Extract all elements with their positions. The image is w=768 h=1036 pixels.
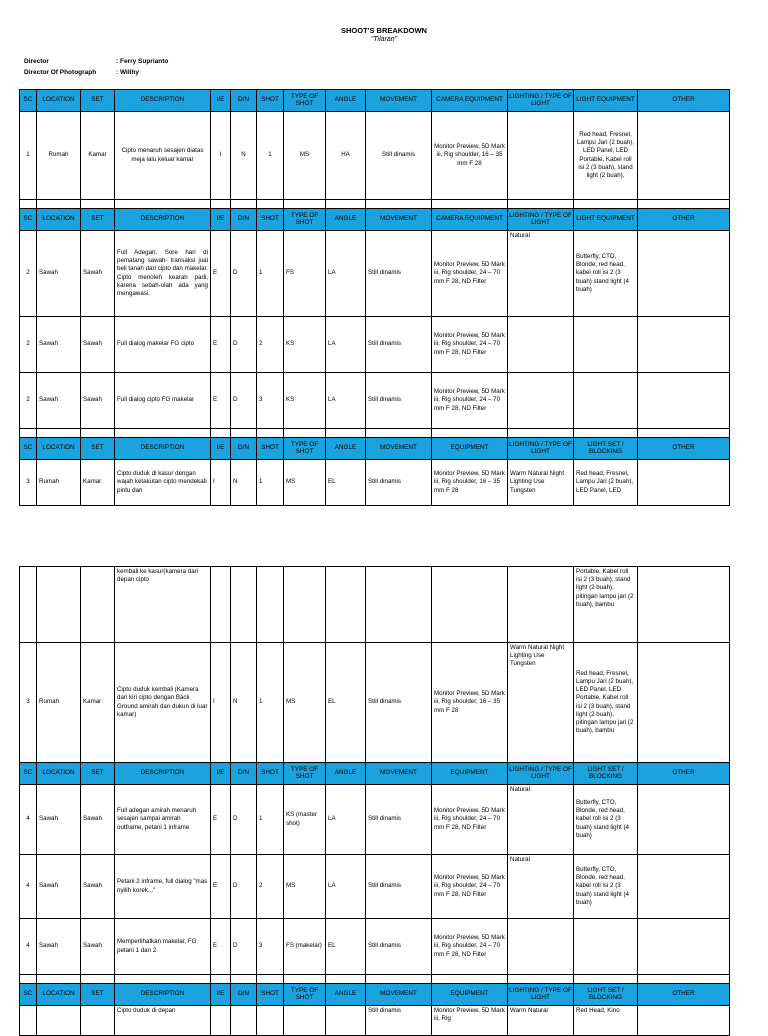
table-row (20, 112, 730, 200)
cell-location: Sawah (37, 919, 81, 975)
cell-sc: 3 (20, 460, 37, 506)
cell-other (638, 855, 730, 919)
breakdown-table-page1 (19, 89, 730, 506)
cell-set: Kamar (81, 460, 115, 506)
cell-light-set: Butterfly, CTO, Blonde, red head, kabel roll isi 2 (3 buah) stand light (4 buah) (574, 785, 638, 855)
header-location: LOCATION (37, 90, 81, 112)
cell-shot: 3 (257, 373, 284, 429)
cell-movement: Still dinamis (366, 1006, 432, 1036)
cell-lighting: Warm Natural Night Lighting Use Tungsten (508, 460, 574, 506)
cell-equipment: Monitor Preview, 5D Mark iii, Rig shoulder, 24 – 70 mm F 28, ND Filter (432, 317, 508, 373)
header-ie: I/E (211, 763, 231, 785)
cell-ie: E (211, 231, 231, 317)
cell-type-of-shot: MS (284, 112, 326, 200)
cell-location: Sawah (37, 785, 81, 855)
cell-other (638, 460, 730, 506)
cell-light-set: Portable, Kabel roll isi 2 (3 buah), stand light (2 buah), pitingan lampu jari (2 buah), bambu (574, 567, 638, 643)
header-angle: ANGLE (326, 438, 366, 460)
cell-other (638, 317, 730, 373)
table-row (20, 919, 730, 975)
cell-equipment: Monitor Preview, 5D Mark iii, Rig shoulder, 24 – 70 mm F 28, ND Filter (432, 919, 508, 975)
cell-light-equipment (574, 317, 638, 373)
cell-shot: 1 (257, 112, 284, 200)
cell-description: Full dialog makelar FG cipto (115, 317, 211, 373)
cell-set: Sawah (81, 855, 115, 919)
cell-description: kembali ke kasur(kamera dari depan cipto (115, 567, 211, 643)
header-lighting: LIGHTING / TYPE OF LIGHT (508, 438, 574, 460)
cell-sc: 2 (20, 373, 37, 429)
cell-dn: N (231, 112, 257, 200)
header-description: DESCRIPTION (115, 90, 211, 112)
director-value: : Ferry Suprianto (116, 58, 169, 65)
cell-light-set (574, 919, 638, 975)
cell-equipment: Monitor Preview, 5D Mark iii, Rig shoulder, 16 – 35 mm F 28 (432, 112, 508, 200)
cell-angle: LA (326, 855, 366, 919)
table-row (20, 643, 730, 763)
table-row (20, 1006, 730, 1036)
header-other: OTHER (638, 763, 730, 785)
table-row (20, 460, 730, 506)
header-sc: SC (20, 763, 37, 785)
cell-movement: Still dinamis (366, 373, 432, 429)
cell-light-set: Butterfly, CTO, Blonde, red head, kabel roll isi 2 (3 buah) stand light (4 buah) (574, 855, 638, 919)
cell-dn: D (231, 231, 257, 317)
header-angle: ANGLE (326, 209, 366, 231)
cell-other (638, 373, 730, 429)
cell-type-of-shot: FS (makelar) (284, 919, 326, 975)
cell-equipment: Monitor Preview, 5D Mark iii, Rig shoulder, 24 – 70 mm F 28, ND Filter (432, 231, 508, 317)
header-shot: SHOT (257, 90, 284, 112)
cell-angle: LA (326, 317, 366, 373)
header-equipment: EQUIPMENT (432, 438, 508, 460)
table-header-row (20, 90, 730, 112)
header-angle: ANGLE (326, 763, 366, 785)
cell-sc: 1 (20, 112, 37, 200)
dop-label: Director Of Photograph (24, 69, 97, 76)
cell-location: Rumah (37, 112, 81, 200)
cell-location: Rumah (37, 460, 81, 506)
cell-shot: 1 (257, 643, 284, 763)
cell-other (638, 231, 730, 317)
header-other: OTHER (638, 90, 730, 112)
header-light-set: LIGHT SET / BLOCKING (574, 763, 638, 785)
cell-light-equipment: Red head, Fresnel, Lampu Jari (2 buah), LED Panel, LED Portable, Kabel roll isi 2 (3 buah), stand light (2 buah), (574, 112, 638, 200)
director-label: Director (24, 58, 49, 65)
header-sc: SC (20, 438, 37, 460)
cell-movement: Still dinamis (366, 785, 432, 855)
header-sc: SC (20, 209, 37, 231)
cell-angle: EL (326, 919, 366, 975)
header-light-set: LIGHT SET / BLOCKING (574, 984, 638, 1006)
cell-angle: EL (326, 643, 366, 763)
cell-ie: E (211, 373, 231, 429)
cell-light-set: Red head, Fresnel, Lampu Jari (2 buah), LED Panel, LED Portable, Kabel roll isi 2 (3 buah), stand light (2 buah), pitingan lampu jari (2 buah), bambu (574, 643, 638, 763)
header-angle: ANGLE (326, 90, 366, 112)
cell-movement: Still dinamis (366, 112, 432, 200)
cell-ie: E (211, 317, 231, 373)
header-type-of-shot: TYPE OF SHOT (284, 209, 326, 231)
cell-location: Sawah (37, 317, 81, 373)
spacer-row (20, 429, 730, 438)
cell-lighting (508, 317, 574, 373)
cell-movement: Still dinamis (366, 317, 432, 373)
cell-shot: 1 (257, 231, 284, 317)
cell-lighting (508, 373, 574, 429)
cell-angle: HA (326, 112, 366, 200)
header-light-equipment: LIGHT EQUIPMENT (574, 90, 638, 112)
spacer-row (20, 975, 730, 984)
header-equipment: EQUIPMENT (432, 984, 508, 1006)
table-row (20, 567, 730, 643)
header-light-set: LIGHT SET / BLOCKING (574, 438, 638, 460)
cell-ie: E (211, 855, 231, 919)
film-title: "Tilaran" (370, 36, 398, 43)
cell-angle: LA (326, 373, 366, 429)
cell-shot: 2 (257, 317, 284, 373)
cell-other (638, 919, 730, 975)
cell-angle: LA (326, 785, 366, 855)
cell-location: Sawah (37, 855, 81, 919)
cell-shot: 1 (257, 460, 284, 506)
cell-other (638, 643, 730, 763)
cell-location: Sawah (37, 231, 81, 317)
table-row (20, 231, 730, 317)
cell-ie: I (211, 112, 231, 200)
document-title: SHOOT'S BREAKDOWN (341, 26, 427, 35)
cell-equipment: Monitor Preview, 5D Mark iii, Rig shoulder, 16 – 35 mm F 28 (432, 643, 508, 763)
cell-equipment: Monitor Preview, 5D Mark iii, Rig shoulder, 16 – 35 mm F 28 (432, 460, 508, 506)
header-type-of-shot: TYPE OF SHOT (284, 984, 326, 1006)
cell-type-of-shot: KS (284, 317, 326, 373)
header-camera-equipment: CAMERA EQUIPMENT (432, 90, 508, 112)
cell-angle: EL (326, 460, 366, 506)
cell-set: Sawah (81, 919, 115, 975)
cell-sc: 4 (20, 855, 37, 919)
header-lighting: LIGHTING / TYPE OF LIGHT (508, 984, 574, 1006)
cell-set: Kamar (81, 643, 115, 763)
header-movement: MOVEMENT (366, 763, 432, 785)
cell-description: Full Adegan. Sore hari di pematang sawah- transaksi jual beli tanah dari cipto dan makelar. Cipto menoleh kearah padi, karena sebah-olah ada yang mengawasi. (115, 231, 211, 317)
header-location: LOCATION (37, 209, 81, 231)
cell-other (638, 785, 730, 855)
header-description: DESCRIPTION (115, 438, 211, 460)
header-set: SET (81, 90, 115, 112)
cell-description: Cipto menaruh sesajen diatas meja lalu keluar kamar (115, 112, 211, 200)
cell-description: Cipto duduk di kasur dengan wajah ketakutan cipto mendekati pintu dan (115, 460, 211, 506)
header-dn: D/N (231, 90, 257, 112)
header-type-of-shot: TYPE OF SHOT (284, 438, 326, 460)
cell-movement: Still dinamis (366, 460, 432, 506)
cell-shot: 1 (257, 785, 284, 855)
cell-equipment: Monitor Preview, 5D Mark iii, Rig (432, 1006, 508, 1036)
header-camera-equipment: CAMERA EQUIPMENT (432, 209, 508, 231)
header-ie: I/E (211, 90, 231, 112)
header-other: OTHER (638, 209, 730, 231)
header-lighting: LIGHTING / TYPE OF LIGHT (508, 90, 574, 112)
cell-light-equipment (574, 373, 638, 429)
cell-description: Full adegan amirah menaruh sesajen sampai amirah outframe, petani 1 inframe (115, 785, 211, 855)
cell-set: Sawah (81, 231, 115, 317)
cell-equipment: Monitor Preview, 5D Mark iii, Rig shoulder, 24 – 70 mm F 28, ND Filter (432, 373, 508, 429)
cell-location: Sawah (37, 373, 81, 429)
cell-dn: D (231, 317, 257, 373)
cell-description: Cipto duduk kembali (Kamera dari kiri cipto dengan Back Ground amirah dan dukun di luar kamar) (115, 643, 211, 763)
cell-ie: E (211, 919, 231, 975)
cell-light-set: Red head, Fresnel, Lampu Jari (2 buah), LED Panel, LED (574, 460, 638, 506)
header-lighting: LIGHTING / TYPE OF LIGHT (508, 209, 574, 231)
header-description: DESCRIPTION (115, 984, 211, 1006)
header-type-of-shot: TYPE OF SHOT (284, 90, 326, 112)
cell-dn: D (231, 919, 257, 975)
table-header-row (20, 209, 730, 231)
cell-set: Sawah (81, 317, 115, 373)
header-location: LOCATION (37, 984, 81, 1006)
header-angle: ANGLE (326, 984, 366, 1006)
cell-description: Memperlihatkan makelar, FG petani 1 dan 2 (115, 919, 211, 975)
cell-lighting: Warm Natural Night Lighting Use Tungsten (508, 643, 574, 763)
cell-movement: Still dinamis (366, 643, 432, 763)
cell-shot: 2 (257, 855, 284, 919)
table-header-row (20, 438, 730, 460)
cell-type-of-shot: MS (284, 855, 326, 919)
cell-type-of-shot: KS (284, 373, 326, 429)
cell-movement: Still dinamis (366, 231, 432, 317)
header-dn: D/N (231, 763, 257, 785)
header-movement: MOVEMENT (366, 209, 432, 231)
cell-movement: Still dinamis (366, 919, 432, 975)
header-ie: I/E (211, 209, 231, 231)
header-shot: SHOT (257, 984, 284, 1006)
cell-equipment: Monitor Preview, 5D Mark iii, Rig shoulder, 24 – 70 mm F 28, ND Filter (432, 855, 508, 919)
cell-lighting (508, 919, 574, 975)
cell-ie: E (211, 785, 231, 855)
director-line (24, 58, 168, 65)
cell-lighting: Natural (508, 231, 574, 317)
cell-shot: 3 (257, 919, 284, 975)
cell-ie: I (211, 643, 231, 763)
header-shot: SHOT (257, 209, 284, 231)
cell-angle: LA (326, 231, 366, 317)
header-shot: SHOT (257, 763, 284, 785)
header-other: OTHER (638, 438, 730, 460)
header-dn: D/N (231, 984, 257, 1006)
header-shot: SHOT (257, 438, 284, 460)
cell-lighting: Natural (508, 855, 574, 919)
table-header-row (20, 763, 730, 785)
header-light-equipment: LIGHT EQUIPMENT (574, 209, 638, 231)
cell-set: Sawah (81, 373, 115, 429)
cell-lighting: Warm Natural (508, 1006, 574, 1036)
cell-type-of-shot: KS (master shot) (284, 785, 326, 855)
header-type-of-shot: TYPE OF SHOT (284, 763, 326, 785)
table-header-row (20, 984, 730, 1006)
cell-type-of-shot: MS (284, 460, 326, 506)
cell-description: Cipto duduk di depan (115, 1006, 211, 1036)
cell-type-of-shot: FS (284, 231, 326, 317)
table-row (20, 317, 730, 373)
header-lighting: LIGHTING / TYPE OF LIGHT (508, 763, 574, 785)
cell-dn: N (231, 643, 257, 763)
header-description: DESCRIPTION (115, 763, 211, 785)
header-sc: SC (20, 984, 37, 1006)
cell-lighting: Natural (508, 785, 574, 855)
cell-location: Rumah (37, 643, 81, 763)
table-row (20, 855, 730, 919)
header-movement: MOVEMENT (366, 438, 432, 460)
cell-sc: 2 (20, 317, 37, 373)
cell-movement: Still dinamis (366, 855, 432, 919)
cell-set: Sawah (81, 785, 115, 855)
header-set: SET (81, 984, 115, 1006)
cell-sc: 2 (20, 231, 37, 317)
cell-dn: D (231, 373, 257, 429)
header-set: SET (81, 438, 115, 460)
header-movement: MOVEMENT (366, 90, 432, 112)
header-dn: D/N (231, 438, 257, 460)
cell-lighting (508, 112, 574, 200)
header-description: DESCRIPTION (115, 209, 211, 231)
dop-value: : Willhy (116, 69, 140, 76)
header-dn: D/N (231, 209, 257, 231)
header-movement: MOVEMENT (366, 984, 432, 1006)
cell-sc: 4 (20, 785, 37, 855)
cell-set: Kamar (81, 112, 115, 200)
cell-sc: 3 (20, 643, 37, 763)
cell-dn: D (231, 855, 257, 919)
cell-ie: I (211, 460, 231, 506)
header-location: LOCATION (37, 438, 81, 460)
header-ie: I/E (211, 438, 231, 460)
header-set: SET (81, 209, 115, 231)
dop-line (24, 69, 139, 76)
cell-type-of-shot: MS (284, 643, 326, 763)
cell-other (638, 112, 730, 200)
table-row (20, 373, 730, 429)
table-row (20, 785, 730, 855)
cell-dn: D (231, 785, 257, 855)
cell-dn: N (231, 460, 257, 506)
breakdown-table-page2 (19, 566, 730, 1036)
header-ie: I/E (211, 984, 231, 1006)
cell-sc: 4 (20, 919, 37, 975)
header-sc: SC (20, 90, 37, 112)
cell-light-equipment: Butterfly, CTO, Blonde, red head, kabel roll isi 2 (3 buah) stand light (4 buah) (574, 231, 638, 317)
cell-description: Full dialog cipto FG makelar (115, 373, 211, 429)
spacer-row (20, 200, 730, 209)
header-location: LOCATION (37, 763, 81, 785)
cell-equipment: Monitor Preview, 5D Mark iii, Rig shoulder, 24 – 70 mm F 28, ND Filter (432, 785, 508, 855)
cell-description: Petani 2 inframe, full dialog "mas nyilih korek..." (115, 855, 211, 919)
header-other: OTHER (638, 984, 730, 1006)
header-equipment: EQUIPMENT (432, 763, 508, 785)
header-set: SET (81, 763, 115, 785)
cell-light-set: Red Head, Kino (574, 1006, 638, 1036)
